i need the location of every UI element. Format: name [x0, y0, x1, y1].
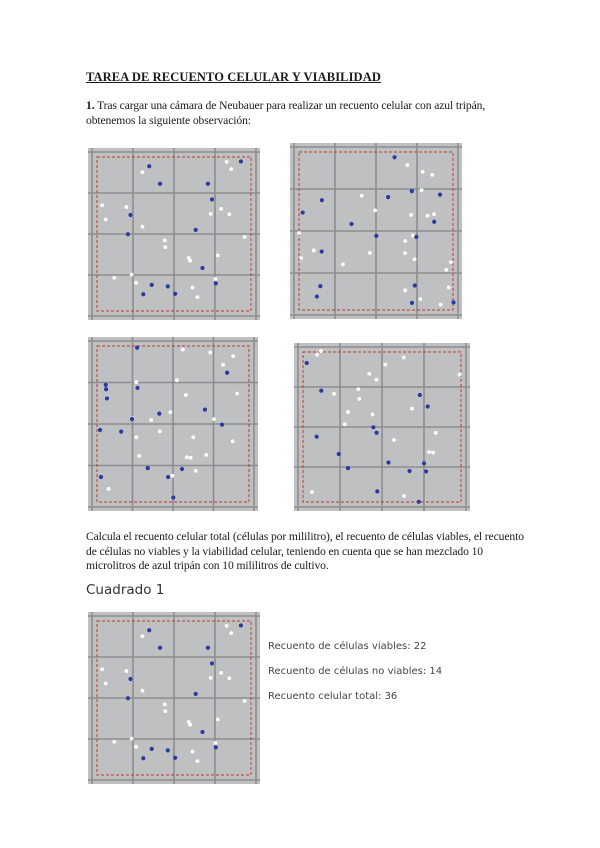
chamber-image-4 [294, 343, 470, 511]
question-text: Tras cargar una cámara de Neubauer para realizar un recuento celular con azul tripán, obtenemos la siguiente observación: [86, 99, 486, 127]
non-viable-count: Recuento de células no viables: 14 [268, 666, 443, 677]
chamber-image-square-1 [88, 612, 260, 784]
chamber-image-3 [88, 337, 258, 511]
chamber-image-2 [290, 143, 462, 319]
instruction-text: Calcula el recuento celular total (células por mililitro), el recuento de células viables, el recuento de células no viables y la viabilidad celular, teniendo en cuenta que se han mezclado 10 microlitros de azul tripán con 10 mililitros de cultivo. [86, 530, 524, 572]
page-title: TAREA DE RECUENTO CELULAR Y VIABILIDAD [86, 70, 381, 84]
results-list [268, 641, 442, 716]
viable-count: Recuento de células viables: 22 [268, 641, 427, 652]
chamber-image-1 [88, 148, 260, 320]
question-1 [86, 99, 526, 128]
total-count: Recuento celular total: 36 [268, 691, 398, 702]
section-heading: Cuadrado 1 [86, 582, 165, 598]
question-number: 1. [86, 99, 95, 112]
